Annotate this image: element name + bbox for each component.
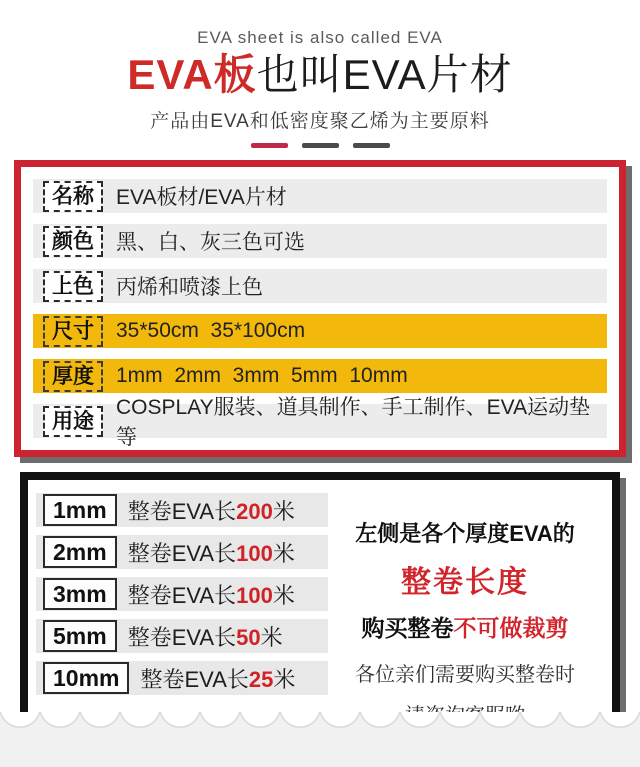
roll-length-panel [20, 472, 620, 749]
roll-length-table [36, 493, 328, 728]
spec-table-row [33, 396, 607, 450]
spec-row-label: 上色 [43, 271, 103, 302]
page-subtitle: 产品由EVA和低密度聚乙烯为主要原料 [150, 111, 490, 133]
roll-length-row [36, 535, 328, 569]
thickness-badge: 10mm [43, 662, 129, 695]
page-title [0, 53, 640, 97]
thickness-badge: 5mm [43, 620, 117, 653]
roll-length-text [128, 579, 295, 610]
note-line-2-red-heading: 整卷长度 [401, 566, 529, 600]
roll-length-prefix: 整卷EVA长 [127, 582, 237, 608]
spec-row-value: 1mm 2mm 3mm 5mm 10mm [116, 364, 408, 388]
spec-table-row [33, 224, 607, 258]
note-line-3 [328, 610, 602, 643]
roll-length-row [36, 493, 328, 527]
note-line-3-black: 购买整卷 [361, 615, 454, 642]
spec-table-row [33, 314, 607, 348]
roll-length-row [36, 661, 328, 695]
roll-length-unit: 米 [273, 666, 296, 692]
spec-row-value: 丙烯和喷漆上色 [116, 276, 263, 300]
roll-length-number: 100 [236, 540, 273, 566]
roll-length-unit: 米 [272, 498, 295, 524]
spec-table [14, 160, 626, 457]
roll-length-prefix: 整卷EVA长 [140, 666, 249, 692]
scallop-border [0, 712, 640, 746]
roll-length-unit: 米 [272, 582, 295, 608]
divider-dash-red [251, 143, 288, 148]
bottom-gray-band [0, 712, 640, 767]
roll-length-text [140, 663, 295, 694]
spec-row-label: 厚度 [43, 361, 103, 392]
roll-length-unit: 米 [260, 624, 283, 650]
spec-row-value: COSPLAY服装、道具制作、手工制作、EVA运动垫等 [116, 396, 591, 450]
roll-length-number: 50 [236, 624, 261, 650]
roll-length-text [128, 495, 295, 526]
roll-length-row [36, 577, 328, 611]
page-title-black-part: 也叫EVA片材 [256, 51, 513, 98]
spec-row-label: 颜色 [43, 226, 103, 257]
title-divider [0, 143, 640, 148]
note-line-3-red: 不可做裁剪 [453, 615, 569, 642]
divider-dash-gray-1 [302, 143, 339, 148]
roll-length-number: 100 [236, 582, 273, 608]
roll-length-text [128, 537, 295, 568]
thickness-badge: 2mm [43, 536, 117, 569]
thickness-badge: 3mm [43, 578, 117, 611]
note-line-1: 左侧是各个厚度EVA的 [355, 521, 575, 547]
roll-length-number: 200 [236, 498, 273, 524]
roll-length-unit: 米 [272, 540, 295, 566]
spec-row-label: 尺寸 [43, 316, 103, 347]
thickness-badge: 1mm [43, 494, 117, 527]
spec-table-row [33, 269, 607, 303]
spec-row-value: 黑、白、灰三色可选 [116, 231, 305, 255]
roll-length-prefix: 整卷EVA长 [127, 498, 237, 524]
roll-length-prefix: 整卷EVA长 [127, 540, 237, 566]
roll-length-text [128, 621, 283, 652]
spec-table-row [33, 359, 607, 393]
page-title-red-part: EVA板 [127, 51, 257, 98]
spec-row-value: 35*50cm 35*100cm [116, 319, 306, 343]
spec-row-label: 名称 [43, 181, 103, 212]
roll-note-block [328, 493, 602, 728]
caption-english: EVA sheet is also called EVA [197, 28, 443, 47]
spec-row-label: 用途 [43, 406, 103, 437]
spec-row-value: EVA板材/EVA片材 [116, 186, 287, 210]
divider-dash-gray-2 [353, 143, 390, 148]
roll-length-prefix: 整卷EVA长 [127, 624, 237, 650]
roll-length-number: 25 [248, 666, 274, 692]
roll-length-row [36, 619, 328, 653]
spec-table-row [33, 179, 607, 213]
note-line-4: 各位亲们需要购买整卷时 [355, 664, 575, 687]
